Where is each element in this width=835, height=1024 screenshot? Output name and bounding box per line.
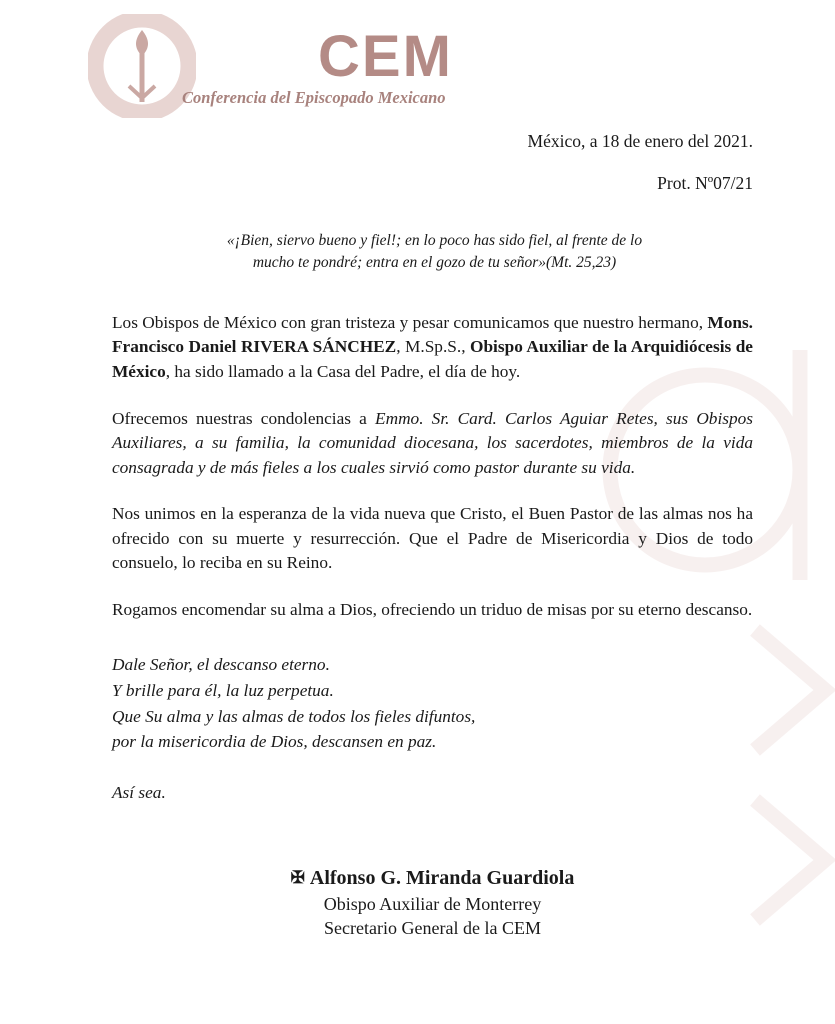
- place-date: México, a 18 de enero del 2021.: [527, 131, 753, 151]
- p1-text-a: Los Obispos de México con gran tristeza y pesar comunicamos que nuestro hermano,: [112, 312, 708, 332]
- prayer-line-4: por la misericordia de Dios, descansen en paz.: [112, 732, 437, 752]
- prayer-line-3: Que Su alma y las almas de todos los fieles difuntos,: [112, 706, 476, 726]
- cem-subtitle: Conferencia del Episcopado Mexicano: [182, 88, 446, 107]
- epigraph-line-1: «¡Bien, siervo bueno y fiel!; en lo poco has sido fiel, al frente de lo mucho te pondré; entra en el: [226, 232, 643, 272]
- paragraph-hope: Nos unimos en la esperanza de la vida nueva que Cristo, el Buen Pastor de las almas nos ha ofrecido con su muerte y resurrección. Que el Padre de Misericordia y Dios de todo consuelo, lo reciba en su Reino.: [112, 504, 753, 573]
- prayer-amen: Así sea.: [112, 782, 166, 802]
- document-meta: [112, 131, 753, 194]
- scripture-epigraph: [208, 230, 661, 275]
- p1-text-e: , ha sido llamado a la Casa del Padre, el día de hoy.: [165, 362, 521, 382]
- maltese-cross-icon: ✠: [290, 867, 305, 887]
- p2-text-a: Ofrecemos nuestras condolencias a: [112, 408, 376, 428]
- signatory-role-1: Obispo Auxiliar de Monterrey: [323, 893, 542, 914]
- epigraph-line-2: gozo de tu señor»(Mt. 25,23): [436, 254, 617, 272]
- signatory-role-2: Secretario General de la CEM: [324, 918, 541, 939]
- prayer-block: [112, 652, 753, 754]
- prayer-line-2: Y brille para él, la luz perpetua.: [112, 681, 334, 700]
- document-body: [0, 131, 835, 940]
- prayer-line-1: Dale Señor, el descanso eterno.: [112, 655, 330, 675]
- document-header: [0, 0, 835, 125]
- signatory-name-row: [112, 865, 753, 892]
- signature-block: [112, 865, 753, 941]
- p1-text-c: , M.Sp.S.,: [396, 337, 470, 357]
- paragraph-announcement: [112, 311, 753, 385]
- cem-acronym: CEM: [318, 24, 453, 89]
- cem-crosier-logo-icon: [88, 14, 196, 118]
- paragraph-condolences: [112, 407, 753, 481]
- paragraph-request: Rogamos encomendar su alma a Dios, ofreciendo un triduo de misas por su eterno descanso.: [112, 599, 753, 619]
- signatory-name: Alfonso G. Miranda Guardiola: [309, 866, 575, 889]
- protocol-number: Prot. Nº07/21: [657, 173, 753, 193]
- deceased-bishop-title: Obispo Auxiliar de la Arquidiócesis de México: [112, 337, 753, 382]
- p2-text-b: Emmo. Sr. Card. Carlos Aguiar Retes, sus Obispos Auxiliares, a su familia, la comunidad diocesana, los sacerdotes, miembros de la vida consagrada y de más fieles a los cuales sirvió como pastor durante su vida.: [112, 408, 753, 477]
- deceased-bishop-name: Mons. Francisco Daniel RIVERA SÁNCHEZ: [112, 312, 753, 357]
